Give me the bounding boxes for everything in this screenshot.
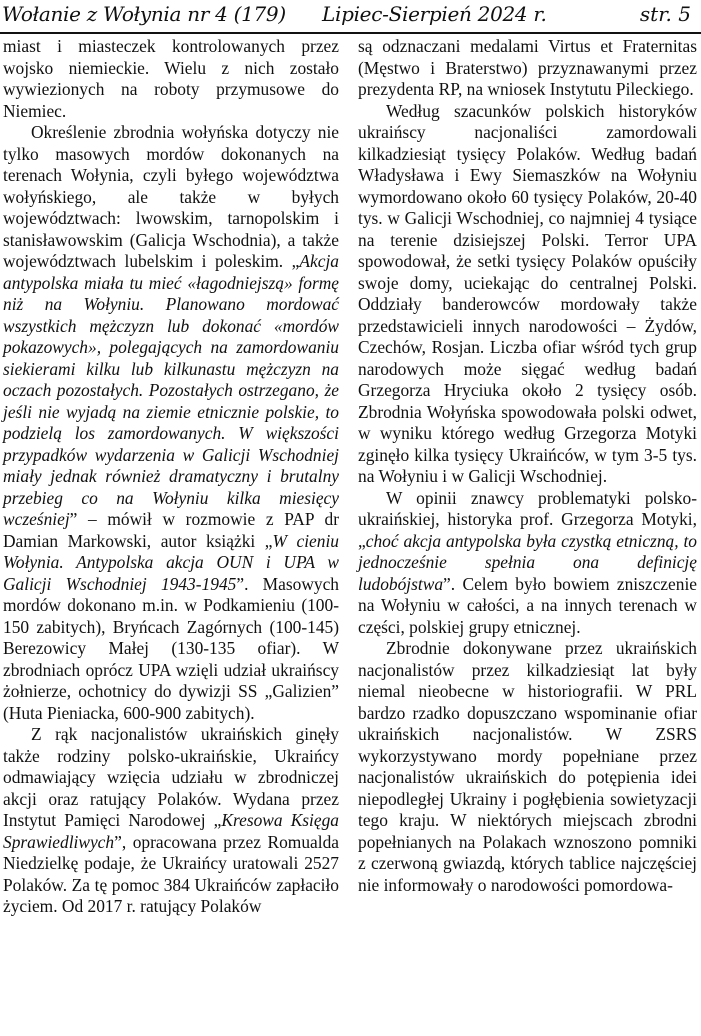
page-number: str. 5 [639, 2, 691, 26]
text-run: ”, opracowana przez Romualda Niedzielkę podaje, że Ukraińcy uratowali 2527 Polaków. Za tę pomoc 384 Ukraińców zapłaciło życiem. Od 2017 r. ratujący Polaków [3, 831, 339, 916]
book-title: W cieniu Wołynia. Antypolska akcja OUN i UPA w Galicji Wschodniej 1943-1945 [3, 530, 340, 594]
text-run: Z rąk nacjonalistów ukraińskich ginęły także rodziny polsko-ukraińskie, Ukraińcy odmawiający wzięcia udziału w zbrodniczej akcji oraz ratujący Polaków. Wydana przez Instytut Pamięci Narodowej „ [3, 724, 339, 830]
text-run: Określenie zbrodnia wołyńska dotyczy nie tylko masowych mordów dokonanych na terenach Wołynia, czyli byłego województwa wołyńskiego, ale także w byłych województwach: lwowskim, tarnopolskim i stanisławowskim (Galicja Wschodnia), a także województwach lubelskim i poleskim. „ [3, 122, 339, 271]
text-run: ”. Masowych mordów dokonano m.in. w Podkamieniu (100-150 zabitych), Bryńcach Zagórnych (100-145) Berezowicy Małej (130-135 ofiar). W zbrodniach oprócz UPA wzięli udział ukraińscy żołnierze, ochotnicy do dywizji SS „Galizien” (Huta Pieniacka, 600-900 zabitych). [3, 573, 339, 723]
paragraph: Według szacunków polskich historyków ukraińscy nacjonaliści zamordowali kilkadziesiąt tysięcy Polaków. Według badań Władysława i Ewy Siemaszków na Wołyniu wymordowano około 60 tysięcy Polaków, 20-40 tys. w Galicji Wschodniej, co najmniej 4 tysiące na terenie dzisiejszej Polski. Terror UPA spowodował, że setki tysięcy Polaków opuściły swoje domy, uciekając do centralnej Polski. Oddziały banderowców mordowały także przedstawicieli innych narodowości – Żydów, Czechów, Rosjan. Liczba ofiar wśród tych grup narodowych może sięgać według badań Grzegorza Hryciuka około 2 tysięcy osób. Zbrodnia Wołyńska spowodowała polski odwet, w wyniku którego według Grzegorza Motyki zginęło kilka tysięcy Ukraińców, w tym 3-5 tys. na Wołyniu i w Galicji Wschodniej. [358, 100, 697, 486]
issue-date: Lipiec-Sierpień 2024 r. [322, 2, 547, 26]
text-run: ” – mówił w rozmowie z PAP dr Damian Markowski, autor książki „ [3, 509, 339, 551]
paragraph [3, 724, 339, 918]
right-column [358, 36, 697, 896]
paragraph: Zbrodnie dokonywane przez ukraińskich nacjonalistów przez kilkadziesiąt lat były niemal nieobecne w historiografii. W PRL bardzo rzadko dopuszczano wspominanie ofiar ukraińskich nacjonalistów. W ZSRS wykorzystywano mordy popełniane przez nacjonalistów ukraińskich do potępienia idei niepodległej Ukrainy i pogłębienia sowietyzacji tego kraju. W niektórych miejscach zbrodni popełnianych na Polakach wznoszono pomniki z czerwoną gwiazdą, których tablice najczęściej nie informowały o narodowości pomordowa- [358, 638, 697, 895]
text-run: W opinii znawcy problematyki polsko-ukraińskiej, historyka prof. Grzegorza Motyki, „ [358, 487, 697, 551]
paragraph [3, 122, 339, 724]
page-header [0, 0, 701, 30]
quote-text: Akcja antypolska miała tu mieć «łagodniejszą» formę niż na Wołyniu. Planowano mordować wszystkich mężczyzn lub dokonać «mordów pokazowych», polegających na zamordowaniu siekierami kilku lub kilkunastu mężczyzn na oczach pozostałych. Pozostałych ostrzegano, że jeśli nie wyjadą na ziemie etnicznie polskie, to podzielą los zamordowanych. W większości przypadków wydarzenia w Galicji Wschodniej miały jednak również dramatyczny i brutalny przebieg co na Wołyniu kilka miesięcy wcześniej [3, 251, 339, 529]
book-title: Kresowa Księga Sprawiedliwych [3, 810, 339, 852]
text-run: ”. Celem było bowiem zniszczenie na Wołyniu w całości, a na innych terenach w części, polskiej grupy etnicznej. [358, 573, 697, 637]
quote-text: choć akcja antypolska była czystką etniczną, to jednocześnie spełnia ona definicję ludobójstwa [358, 530, 697, 594]
paragraph [358, 488, 697, 639]
left-column [3, 36, 339, 918]
paragraph: są odznaczani medalami Virtus et Fraternitas (Męstwo i Braterstwo) przyznawanymi przez prezydenta RP, na wniosek Instytutu Pileckiego. [358, 36, 697, 99]
header-divider [0, 32, 701, 34]
publication-title: Wołanie z Wołynia nr 4 (179) [2, 2, 286, 26]
paragraph: miast i miasteczek kontrolowanych przez wojsko niemieckie. Wielu z nich zostało wywiezionych na roboty przymusowe do Niemiec. [3, 36, 339, 121]
